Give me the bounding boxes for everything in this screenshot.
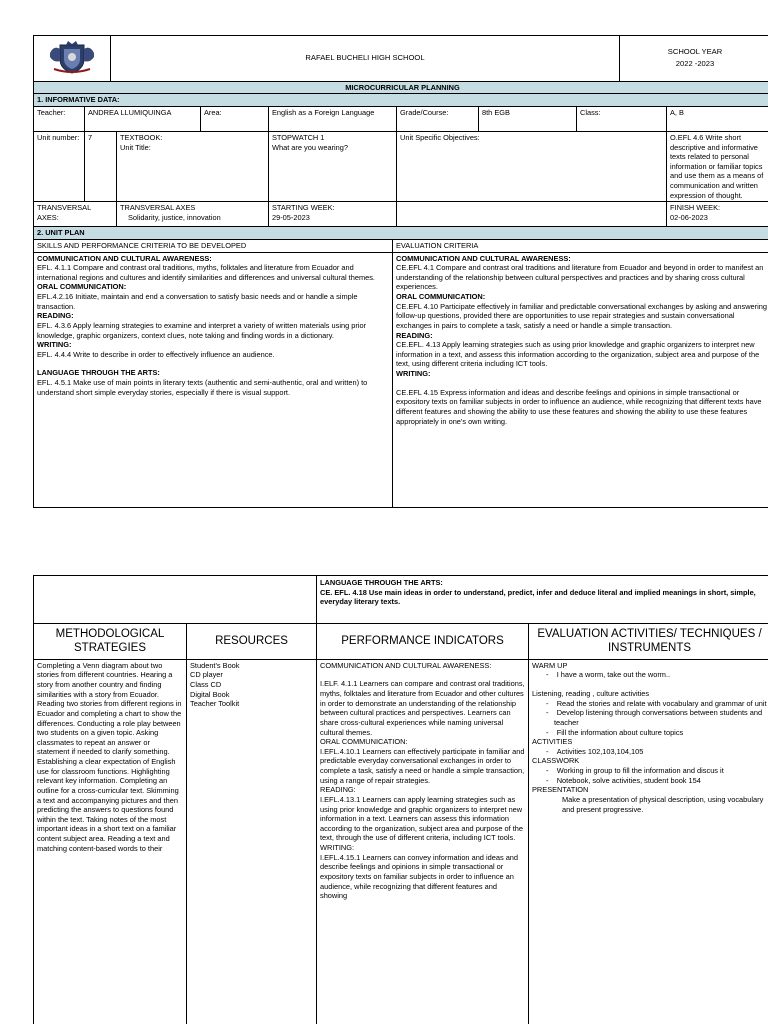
evaluation-spacer [396,379,767,388]
evaluation-activities-header: EVALUATION ACTIVITIES/ TECHNIQUES / INSTRUMENTS [529,624,768,660]
indicator-line: I.EFL.4.10.1 Learners can effectively participate in familiar and predictable everyday conversational exchanges in order to complete a task, satisfy a need or handle a simple transaction, using a range of repair strategies. [320,746,525,785]
school-year-value: 2022 -2023 [675,59,715,69]
resource-item: Teacher Toolkit [190,699,240,709]
skills-header: SKILLS AND PERFORMANCE CRITERIA TO BE DEVELOPED [34,239,393,252]
school-logo-cell [34,36,111,82]
grade-label: Grade/Course: [397,106,479,131]
strategies-content: Completing a Venn diagram about two stories from different countries. Hearing a story from another country and finding similarities with a story from Ecuador. Reading two stories from different regions in Ecuador and completing a chart to show the differences. Conducting a role play between two students on a given topic. Asking classmates to repeat an answer or statement if needed to clarify something. Establishing a clear expectation of English use for classroom functions. Highlighting relevant key information. Completing an outline for a cross-curricular text. Skimming a text and accompanying pictures and then predicting the answers to questions found within the text. Taking notes of the most important ideas in a short text on a familiar content subject area. Reading a text and matching content-based words to their [34,659,187,1024]
resource-item: Class CD [190,680,222,689]
informative-section-title: 1. INFORMATIVE DATA: [34,94,768,107]
planning-page-1 [33,35,768,508]
evaluation-content [393,252,768,507]
evaluation-line: CE.EFL 4.10 Participate effectively in familiar and predictable conversational exchanges by asking and answering follow-up questions, provided there are opportunities to use repair strategies and sustain conversational exchanges in pairs to complete a task, satisfy a need or handle a simple transaction. [396,301,767,330]
arts-criteria-cell [317,576,768,624]
resource-item: CD player [190,670,223,680]
finish-cell [667,202,768,227]
teacher-label: Teacher: [34,106,85,131]
empty-cell [397,202,667,227]
indicator-spacer [320,670,525,679]
activity-line: - Activities 102,103,104,105 [546,746,644,756]
grade-value: 8th EGB [479,106,577,131]
evaluation-header: EVALUATION CRITERIA [393,239,768,252]
textbook-value: STOPWATCH 1 [272,132,325,142]
activity-line: Listening, reading , culture activities [532,689,650,698]
skills-line: WRITING: [37,340,72,350]
textbook-label: TEXTBOOK: [120,132,163,142]
activity-line: - Develop listening through conversations between students and teacher [546,708,763,727]
activity-line: ACTIVITIES [532,737,573,747]
activity-text: I have a worm, take out the worm.. [556,670,671,680]
skills-line: ORAL COMMUNICATION: [37,282,127,292]
evaluation-line: WRITING: [396,369,431,378]
skills-line: EFL. 4.4.4 Write to describe in order to effectively influence an audience. [37,349,275,359]
skills-line: READING: [37,311,74,321]
activity-line: - Read the stories and relate with vocabulary and grammar of unit [546,698,767,708]
activities-content [529,659,768,1024]
empty-cell [34,576,317,624]
class-value: A, B [667,106,768,131]
resource-item: Student's Book [190,660,240,670]
activity-line: - Notebook, solve activities, student book 154 [546,775,701,785]
indicator-line: I.EFL.4.15.1 Learners can convey information and ideas and describe feelings and opinions in simple transactional or expository texts on familiar subjects in order to influence an audience, while recognizing that different features and showing [320,852,519,901]
methodological-strategies-header: METHODOLOGICAL STRATEGIES [34,624,187,660]
transversal-label: TRANSVERSAL AXES: [34,202,117,227]
finish-week-label: FINISH WEEK: [670,203,721,213]
planning-title: MICROCURRICULAR PLANNING [34,81,768,94]
school-name: RAFAEL BUCHELI HIGH SCHOOL [111,36,620,82]
activity-spacer [532,680,767,689]
resources-content [187,659,317,1024]
skills-line: EFL. 4.1.1 Compare and contrast oral traditions, myths, folktales and literature from Ecuador and international regions and cultures and identify similarities and differences and universal cultural themes. [37,263,375,282]
arts-label: LANGUAGE THROUGH THE ARTS: [320,578,443,587]
arts-text: CE. EFL. 4.18 Use main ideas in order to understand, predict, infer and deduce literal and implied meanings in short, simple, everyday literary texts. [320,587,756,607]
skills-line: EFL.4.2.16 Initiate, maintain and end a conversation to satisfy basic needs and or handle a simple transaction. [37,292,358,311]
unit-number-value: 7 [85,131,117,201]
activity-text: Working in group to fill the information and discus it [556,766,724,775]
unit-number-label: Unit number: [34,131,85,201]
activity-text: Fill the information about culture topics [556,727,684,737]
school-year-cell [620,36,768,82]
skills-spacer [37,359,389,368]
skills-line: COMMUNICATION AND CULTURAL AWARENESS: [37,253,212,263]
informative-table [33,81,768,228]
activity-text: Develop listening through conversations between students and teacher [554,708,763,727]
header-table [33,35,768,82]
performance-indicators-header: PERFORMANCE INDICATORS [317,624,529,660]
activity-line: PRESENTATION [532,785,589,795]
transversal-label-2: TRANSVERSAL AXES [120,203,196,213]
page2-table [33,575,768,1024]
finish-week-value: 02-06-2023 [670,212,708,222]
unit-plan-section-title: 2. UNIT PLAN [34,227,768,240]
planning-page-2 [33,575,768,1024]
skills-content [34,252,393,507]
evaluation-line: CE.EFL. 4.13 Apply learning strategies such as using prior knowledge and graphic organizers to interpret new information in a text, and assess this information according to the organization, subject area and purpose of the text, using different criteria including ICT tools. [396,340,760,369]
transversal-value: Solidarity, justice, innovation [128,212,221,222]
indicator-line: I.ELF. 4.1.1 Learners can compare and contrast oral traditions, myths, folktales and literature from Ecuador and other cultures in order to demonstrate an understanding of the relationship between cultural practices and perspectives. Learners can share cross-cultural experiences while naming universal cultural themes. [320,679,525,737]
area-label: Area: [201,106,269,131]
starting-week-value: 29-05-2023 [272,212,310,222]
transversal-cell [117,202,269,227]
activity-text: Read the stories and relate with vocabulary and grammar of unit [556,698,767,708]
unit-plan-table [33,226,768,507]
objective-value: O.EFL 4.6 Write short descriptive and informative texts related to personal information or familiar topics and use them as a means of communication and written expression of thought. [667,131,768,201]
activity-line: - Fill the information about culture topics [546,727,684,737]
area-value: English as a Foreign Language [269,106,397,131]
evaluation-line: COMMUNICATION AND CULTURAL AWARENESS: [396,253,571,263]
activity-text: Notebook, solve activities, student book 154 [556,775,701,785]
activity-line: - Working in group to fill the information and discus it [546,766,724,775]
resource-item: Digital Book [190,689,230,699]
indicator-line: READING: [320,785,356,795]
evaluation-line: CE.EFL 4.15 Express information and ideas and describe feelings and opinions in simple transactional or expository texts on familiar subjects in order to influence an audience, while recognizing that different texts have different features and showing the ability to use these features and showing the ability to use these features appropriately in one's own writing. [396,387,762,426]
school-year-label: SCHOOL YEAR [667,47,723,57]
school-crest-icon [46,39,98,75]
objectives-label: Unit Specific Objectives: [397,131,667,201]
textbook-labels [117,131,269,201]
teacher-value: ANDREA LLUMIQUINGA [85,106,201,131]
indicator-line: I.EFL.4.13.1 Learners can apply learning strategies such as using prior knowledge and graphic organizers to interpret new information in a text. Learners can assess this information according to the organization, subject area and purpose of the text, through the use of different criteria, including ICT tools. [320,794,523,843]
class-label: Class: [577,106,667,131]
indicators-content [317,659,529,1024]
evaluation-line: CE.EFL 4.1 Compare and contrast oral traditions and literature from Ecuador and beyond in order to manifest an understanding of the relationship between cultural perspectives and practices and by sharing cross cultural experiences. [396,263,764,292]
unit-title-value: What are you wearing? [272,142,348,152]
evaluation-line: READING: [396,330,433,340]
evaluation-line: ORAL COMMUNICATION: [396,292,486,301]
skills-line: LANGUAGE THROUGH THE ARTS: [37,368,160,378]
activity-text: Activities 102,103,104,105 [556,746,644,756]
activity-line: CLASSWORK [532,756,580,766]
indicator-line: WRITING: [320,843,355,852]
resources-header: RESOURCES [187,624,317,660]
starting-week-label: STARTING WEEK: [272,203,335,213]
indicator-line: ORAL COMMUNICATION: [320,737,408,747]
activity-line: WARM UP [532,660,568,670]
activity-line: - I have a worm, take out the worm.. [546,670,671,680]
skills-line: EFL. 4.3.6 Apply learning strategies to examine and interpret a variety of written materials using prior knowledge, graphic organizers, context clues, note taking and finding words in a dictionary. [37,320,367,340]
indicator-line: COMMUNICATION AND CULTURAL AWARENESS: [320,660,492,670]
activity-line: Make a presentation of physical description, using vocabulary and present progressive. [562,794,764,814]
unit-title-label: Unit Title: [120,142,151,152]
textbook-values [269,131,397,201]
skills-line: EFL. 4.5.1 Make use of main points in literary texts (authentic and semi-authentic, oral and written) to understand short simple everyday stories, especially if there is visual support. [37,378,368,397]
starting-cell [269,202,397,227]
